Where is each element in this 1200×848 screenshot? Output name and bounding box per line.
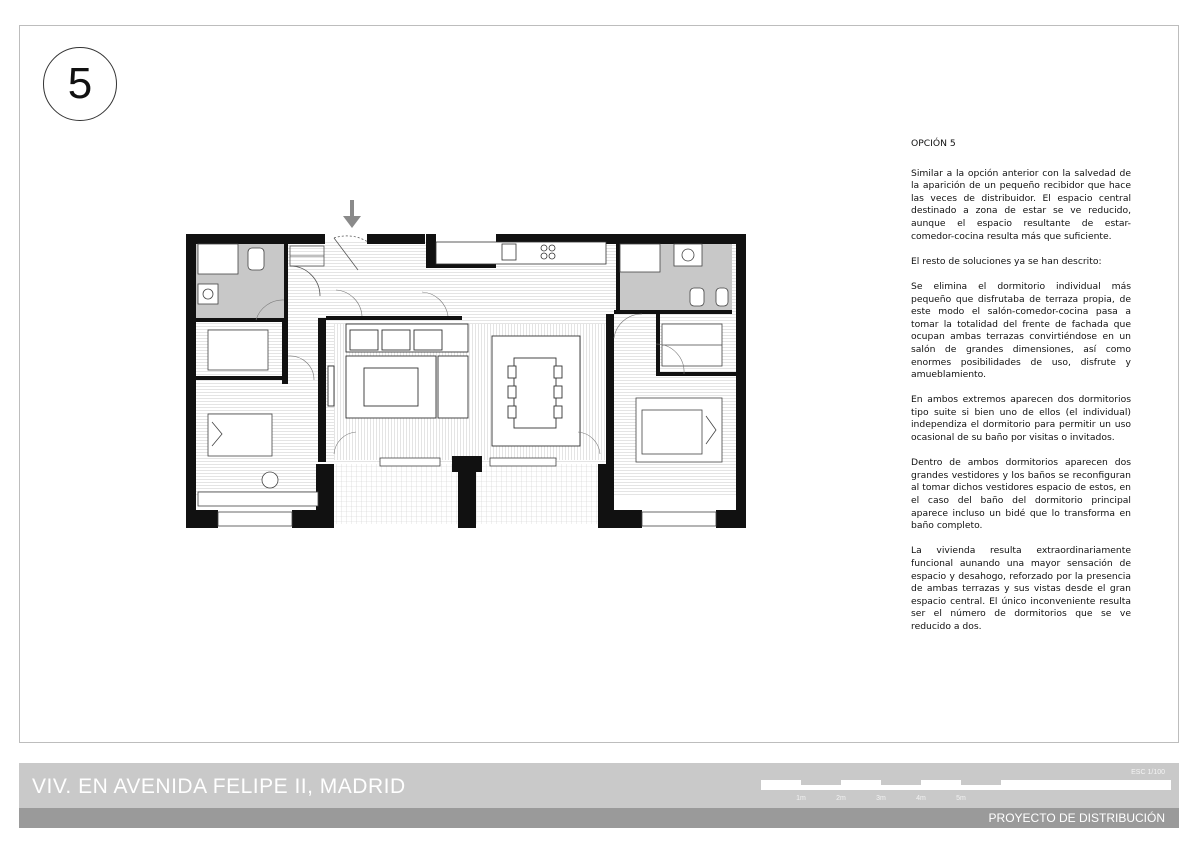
- description-heading: OPCIÓN 5: [911, 138, 956, 149]
- graphic-scale-bar: [761, 778, 1171, 802]
- option-number: 5: [67, 59, 93, 108]
- description-paragraph-4: En ambos extremos aparecen dos dormitorios tipo suite si bien uno de ellos (el individual) independiza el dormitorio para permitir un uso ocasional de su baño por visitas o invitados.: [911, 394, 1131, 444]
- scale-tick-3m: 3m: [876, 795, 886, 802]
- entry-arrow-icon: [343, 200, 361, 228]
- scale-segment: [801, 780, 841, 785]
- description-paragraph-6: La vivienda resulta extraordinariamente funcional aunando una mayor sensación de espacio y desahogo, reforzado por la presencia de ambas terrazas y sus vistas desde el gran espacio central. El único inconveniente resulta ser el número de dormitorios que se ve reducido a dos.: [911, 545, 1131, 632]
- description-paragraph-5: Dentro de ambos dormitorios aparecen dos grandes vestidores y los baños se reconfiguran al tomar dichos vestidores espacio de estos, en el caso del baño del dormitorio principal aparece incluso un bidé que lo transforma en baño completo.: [911, 457, 1131, 532]
- terrace-left: [332, 464, 460, 524]
- description-paragraph-3: Se elimina el dormitorio individual más pequeño que disfrutaba de terraza propia, de este modo el salón-comedor-cocina pasa a tomar la totalidad del frente de fachada que ocupan ambas terrazas convirtiéndose en un salón de grandes dimensiones, así como enormes posibilidades de uso, disfrute y amueblamiento.: [911, 280, 1131, 381]
- project-title: VIV. EN AVENIDA FELIPE II, MADRID: [32, 775, 406, 798]
- scale-tick-2m: 2m: [836, 795, 846, 802]
- description-paragraph-2: El resto de soluciones ya se han descrito:: [911, 255, 1102, 267]
- project-subtitle: PROYECTO DE DISTRIBUCIÓN: [988, 811, 1165, 825]
- description-paragraph-1: Similar a la opción anterior con la salvedad de la aparición de un pequeño recibidor que hace las veces de distribuidor. El espacio central destinado a zona de estar se ve reducido, aunque el espacio resultante de estar-comedor-cocina resulta más que suficiente.: [911, 167, 1131, 242]
- subtitle-block: [19, 808, 1179, 828]
- scale-segment: [881, 780, 921, 785]
- kitchen: [436, 242, 606, 264]
- scale-tick-4m: 4m: [916, 795, 926, 802]
- description-column: [911, 138, 1131, 646]
- floor-plan: [186, 196, 746, 530]
- scale-tick-5m: 5m: [956, 795, 966, 802]
- terrace-right: [476, 464, 598, 524]
- scale-segment: [961, 780, 1001, 785]
- scale-label: ESC 1/100: [1131, 769, 1165, 776]
- option-number-badge: [43, 47, 117, 121]
- scale-tick-1m: 1m: [796, 795, 806, 802]
